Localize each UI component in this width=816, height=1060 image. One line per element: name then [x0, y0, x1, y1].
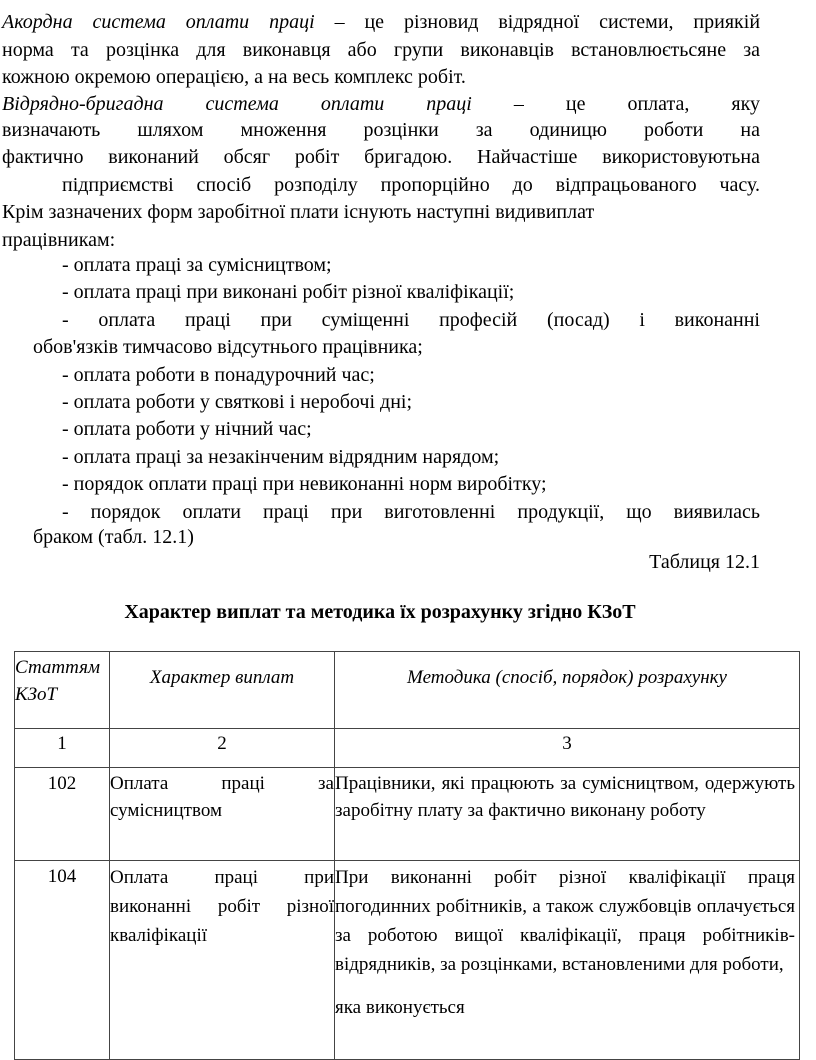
paragraph-line: Крім зазначених форм заробітної плати існують наступні видивиплат — [2, 201, 595, 223]
type-cell: Оплата праці за сумісництвом — [110, 768, 335, 861]
paragraph-line — [2, 92, 760, 116]
table-row — [15, 861, 800, 1060]
method-cell — [335, 861, 800, 1060]
list-item: - оплата роботи у нічний час; — [62, 418, 312, 440]
term: Відрядно-бригадна — [2, 93, 164, 115]
paragraph-line: працівникам: — [2, 229, 116, 251]
paragraph-line: визначають шляхом множення розцінки за одиницю роботи на — [2, 119, 760, 141]
header-method: Методика (спосіб, порядок) розрахунку — [335, 652, 800, 729]
table-header-row — [15, 652, 800, 729]
column-number: 1 — [15, 729, 110, 768]
list-item: браком (табл. 12.1) — [33, 526, 194, 548]
paragraph-line: підприємстві спосіб розподілу пропорційно до відпрацьованого часу. — [62, 174, 760, 196]
table-title: Характер виплат та методика їх розрахунку згідно КЗоТ — [124, 601, 636, 623]
paragraph-line — [2, 10, 760, 34]
method-text: Працівники, які працюють за сумісництвом, одержують заробітну плату за фактично виконану роботу — [335, 773, 795, 821]
list-item: обов'язків тимчасово відсутнього працівника; — [33, 336, 423, 358]
type-cell: Оплата праці при виконанні робіт різної кваліфікації — [110, 861, 335, 1060]
list-item: - оплата роботи в понадурочний час; — [62, 364, 375, 386]
list-item: - порядок оплати праці при невиконанні норм виробітку; — [62, 473, 547, 495]
article-cell: 104 — [15, 861, 110, 1060]
term: Акордна система оплати праці — [2, 11, 315, 33]
method-cell — [335, 768, 800, 861]
method-text: При виконанні робіт різної кваліфікації праця погодинних робітників, а також службовців оплачується за роботою вищої кваліфікації, праця робітників-відрядників, за розцінками, встановленими для роботи, — [335, 867, 795, 975]
article-cell: 102 — [15, 768, 110, 861]
paragraph-line: норма та розцінка для виконавця або групи виконавців встановлюєтьсяне за — [2, 39, 760, 61]
list-item: - оплата роботи у святкові і неробочі дні; — [62, 391, 413, 413]
text: – це різновид відрядної системи, приякій — [334, 11, 761, 33]
payments-table — [14, 651, 800, 1060]
list-item: - оплата праці за незакінченим відрядним нарядом; — [62, 446, 500, 468]
table-label: Таблиця 12.1 — [649, 551, 760, 573]
list-item: - оплата праці за сумісництвом; — [62, 254, 332, 276]
header-type: Характер виплат — [110, 652, 335, 729]
column-number: 2 — [110, 729, 335, 768]
list-item: - оплата праці при виконані робіт різної кваліфікації; — [62, 281, 515, 303]
column-number: 3 — [335, 729, 800, 768]
paragraph-line: фактично виконаний обсяг робіт бригадою. Найчастіше використовуютьна — [2, 146, 760, 168]
text: – це оплата, яку — [513, 93, 761, 115]
term: система оплати праці — [205, 93, 472, 115]
header-article: Статтям КЗоТ — [15, 652, 110, 729]
table-row — [15, 768, 800, 861]
list-item: - оплата праці при суміщенні професій (посад) і виконанні — [62, 309, 760, 331]
paragraph-line: кожною окремою операцією, а на весь комплекс робіт. — [2, 66, 466, 88]
list-item: - порядок оплати праці при виготовленні продукції, що виявилась — [62, 501, 760, 523]
table-number-row — [15, 729, 800, 768]
method-text-continued: яка виконується — [335, 997, 465, 1018]
